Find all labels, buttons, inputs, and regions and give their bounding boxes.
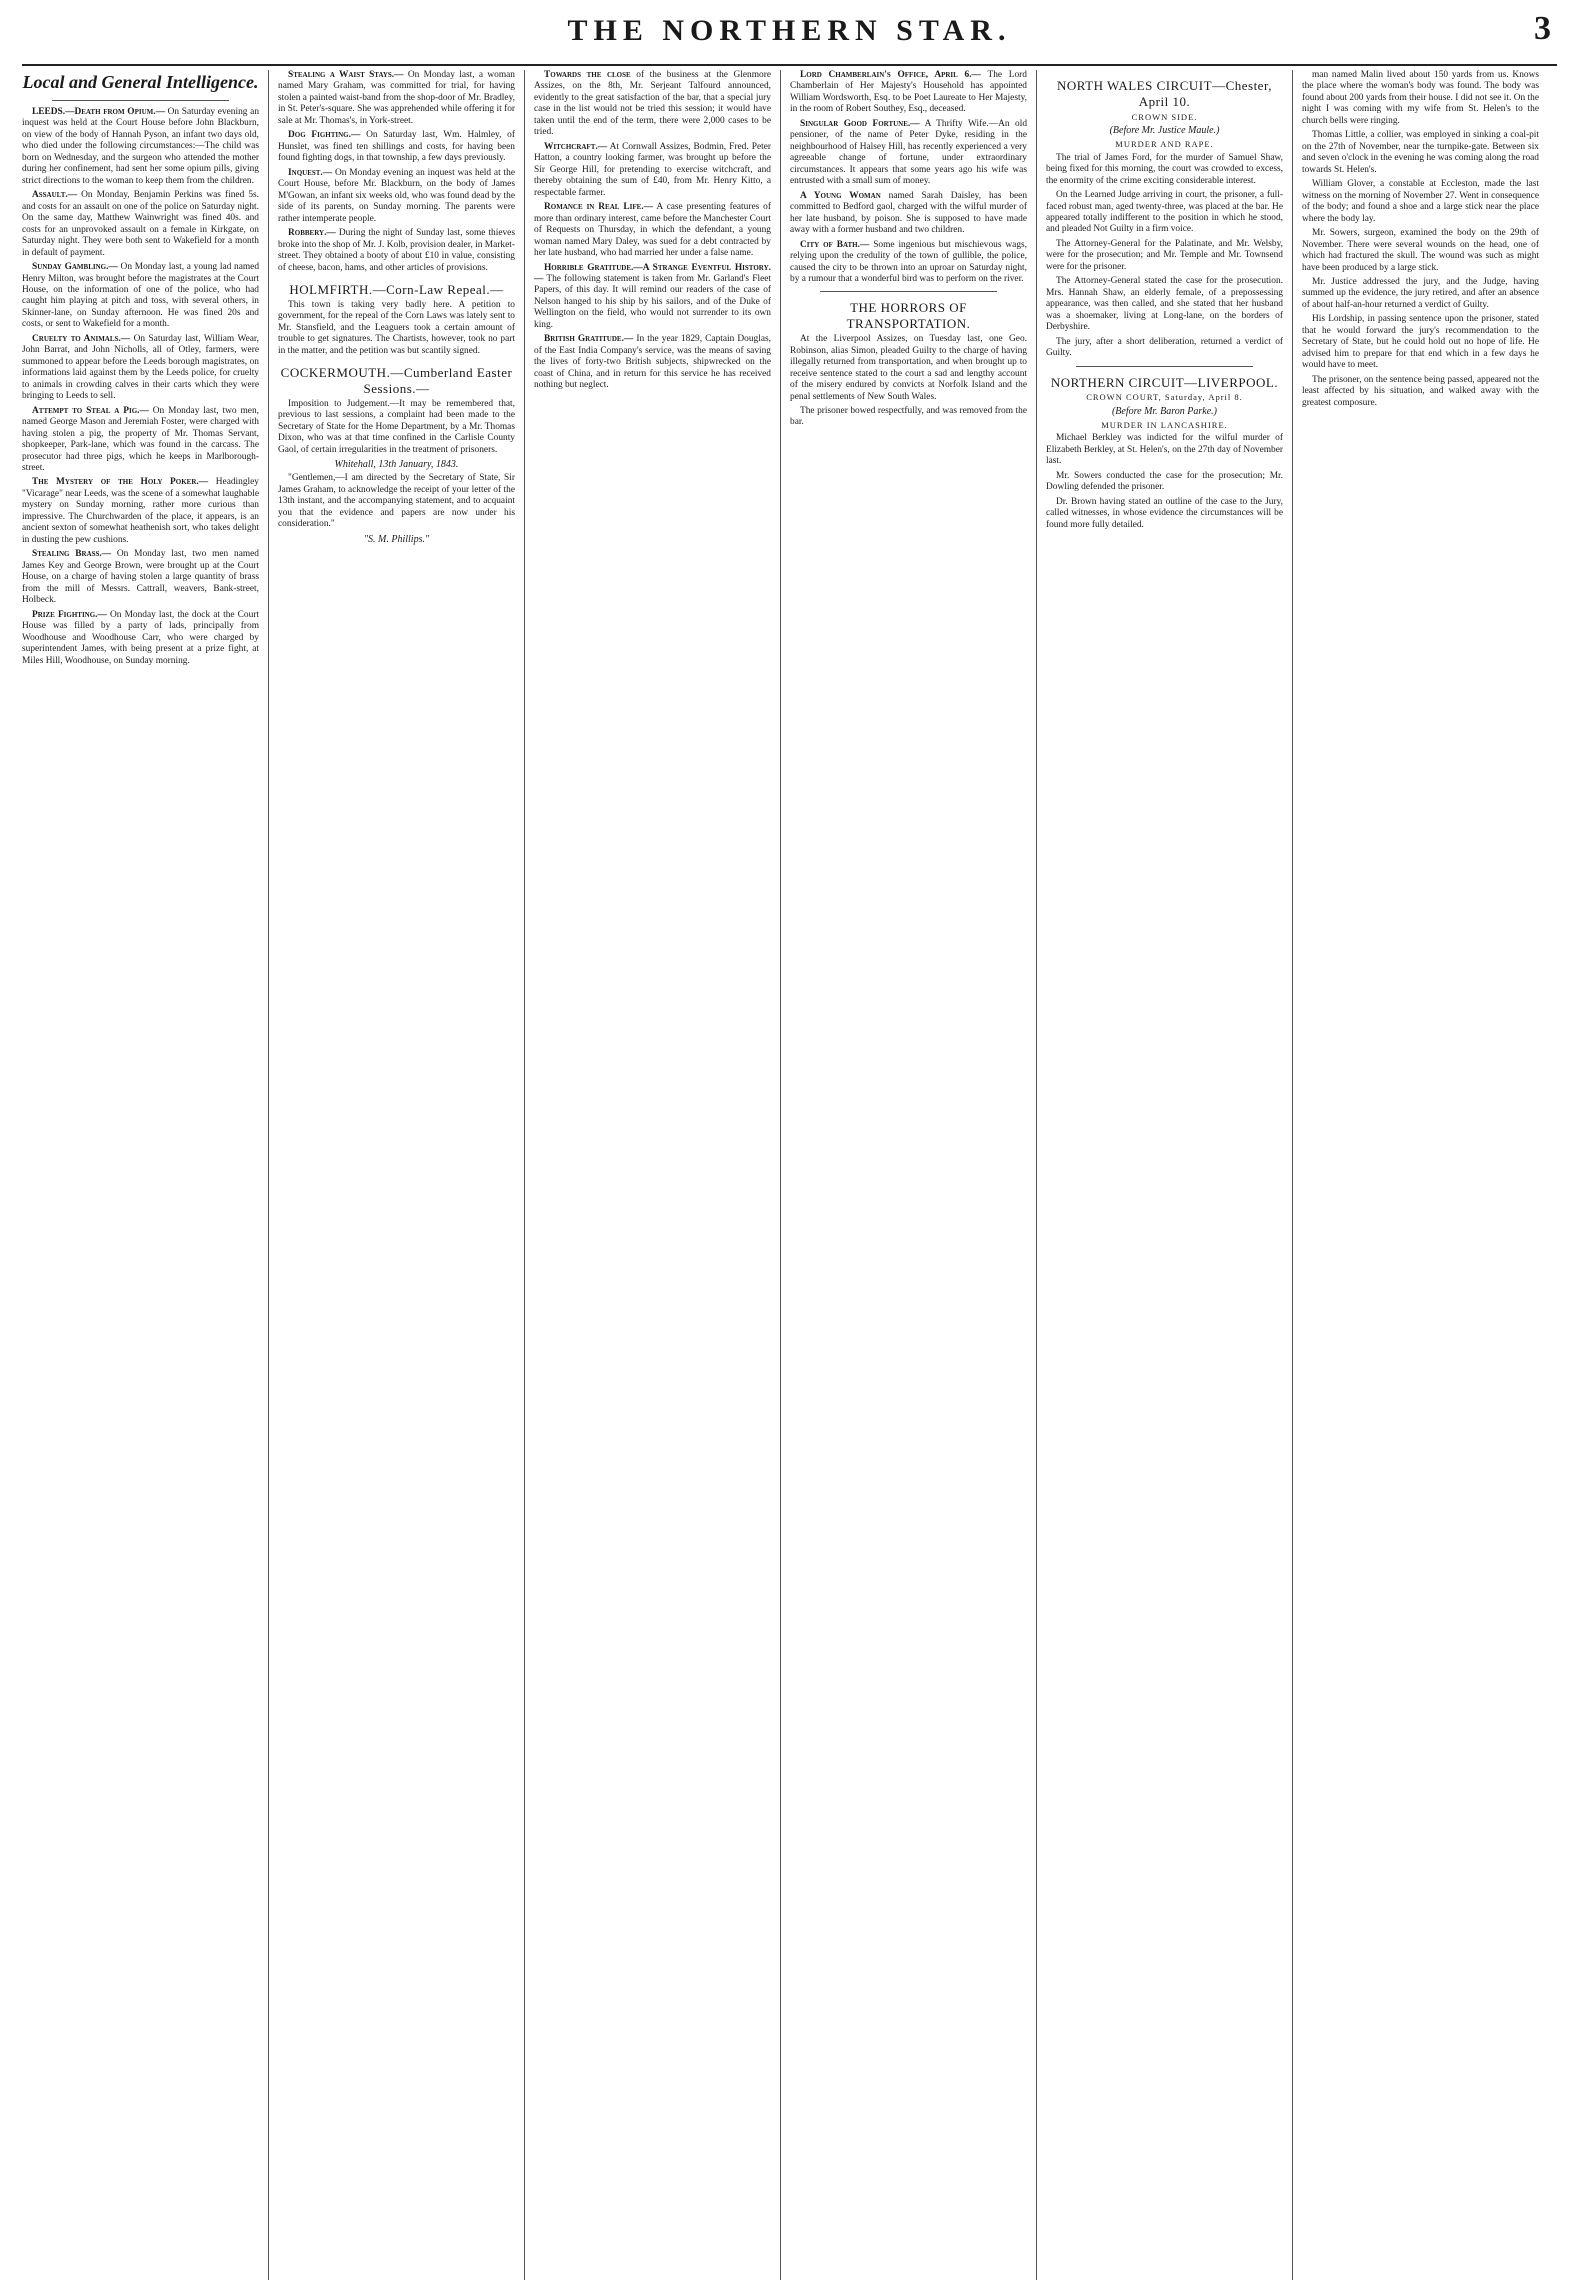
- report-paragraph: Mr. Sowers conducted the case for the prosecution; Mr. Dowling defended the prisoner.: [1046, 470, 1283, 493]
- page-number: 3: [1534, 10, 1551, 47]
- article-steal-pig: Attempt to Steal a Pig.— On Monday last, two men, named George Mason and Jeremiah Foster, were charged with having stolen a pig, the property of Mr. Thomas Servant, shopkeeper, Park-lane, which was found in the carcass. The prosecutor had three pigs, which he keeps in Marlborough-street.: [22, 405, 259, 474]
- article-city-of-bath: City of Bath.— Some ingenious but mischievous wags, relying upon the credulity of the town of gullible, the police, caused the city to be thrown into an uproar on Saturday night, by a rumour that a wonderful bird was to perform on the river.: [790, 239, 1027, 284]
- column-1: [22, 70, 259, 2284]
- column-6: [1302, 70, 1539, 2284]
- report-paragraph: Dr. Brown having stated an outline of the case to the Jury, called witnesses, in whose evidence the circumstances will be found more fully detailed.: [1046, 496, 1283, 530]
- article-cruelty-animals: Cruelty to Animals.— On Saturday last, William Wear, John Barrat, and John Nicholls, all of Otley, farmers, were summoned to appear before the Leeds borough magistrates, on informations laid against them by the Leeds police, for cruelty to animals in crowding calves in their carts which they were bringing to Leeds to sell.: [22, 333, 259, 402]
- newspaper-title: THE NORTHERN STAR.: [567, 14, 1012, 47]
- column-3: [534, 70, 771, 2284]
- column-5: [1046, 70, 1283, 2284]
- column-divider: [780, 70, 781, 2280]
- article-dog-fighting: Dog Fighting.— On Saturday last, Wm. Halmley, of Hunslet, was fined ten shillings and costs, for having been found fighting dogs, in that township, a few days previously.: [278, 130, 515, 164]
- article-transportation: At the Liverpool Assizes, on Tuesday last, one Geo. Robinson, alias Simon, pleaded Guilty to the charge of having illegally returned from transportation, and when brought up to receive sentence stated to the court a sad and lengthy account of the misery endured by convicts at Norfolk Island and the penal settlements of New South Wales.: [790, 334, 1027, 402]
- article-assizes: Towards the close of the business at the Glenmore Assizes, on the 8th, Mr. Serjeant Talfourd announced, evidently to the great satisfaction of the bar, that a special jury case in the list would not be tried this session; it would have taken until the end of the term, there were 2,000 cases to be tried.: [534, 70, 771, 138]
- report-paragraph: On the Learned Judge arriving in court, the prisoner, a full-faced robust man, aged twenty-three, was placed at the bar. He appeared totally indifferent to the position in which he stood, and pleaded Not Guilty in a firm voice.: [1046, 190, 1283, 235]
- report-paragraph: The Attorney-General for the Palatinate, and Mr. Welsby, were for the prosecution; and Mr. Temple and Mr. Townsend were for the prisoner.: [1046, 238, 1283, 272]
- article-transportation-end: The prisoner bowed respectfully, and was removed from the bar.: [790, 405, 1027, 428]
- letter-signature: "S. M. Phillips.": [363, 533, 430, 545]
- column-2: [278, 70, 515, 2284]
- divider: [820, 291, 997, 292]
- column-divider: [268, 70, 269, 2280]
- letter-dateline: Whitehall, 13th January, 1843.: [334, 459, 459, 471]
- article-leeds-opium: LEEDS.—Death from Opium.— On Saturday evening an inquest was held at the Court House before John Blackburn, on view of the body of Hannah Pyson, an infant two days old, who died under the following circumstances:—The child was born on Wednesday, and the surgeon who attended the mother during her confinement, had sent her some opium pills, giving strict directions to the woman to keep them from the children.: [22, 106, 259, 186]
- report-paragraph: The prisoner, on the sentence being passed, appeared not the least affected by his situation, and walked away with the greatest composure.: [1302, 374, 1539, 408]
- article-young-woman: A Young Woman named Sarah Daisley, has been committed to Bedford gaol, charged with the wilful murder of her late husband, by poison. She is supposed to have made away with a former husband and two children.: [790, 190, 1027, 236]
- article-inquest: Inquest.— On Monday evening an inquest was held at the Court House, before Mr. Blackburn, on the body of James M'Gowan, an infant six weeks old, who was found dead by the side of its parents, on Sunday morning. The parents were rather intemperate people.: [278, 167, 515, 224]
- column-4: [790, 70, 1027, 2284]
- article-witchcraft: Witchcraft.— At Cornwall Assizes, Bodmin, Fred. Peter Hatton, a country looking farmer, was brought up before the Sir George Hill, for pretending to exercise witchcraft, and thereby obtaining the sum of £40, from Mr. Henry Kitto, a respectable farmer.: [534, 141, 771, 198]
- masthead-rule: [22, 64, 1557, 66]
- masthead: [22, 8, 1557, 66]
- report-paragraph: man named Malin lived about 150 yards from us. Knows the place where the woman's body was found. The body was found about 200 yards from their house. I did not see it. On the night I was coming with my wife from St. Helen's to the church bells were ringing.: [1302, 70, 1539, 126]
- article-romance: Romance in Real Life.— A case presenting features of more than ordinary interest, came before the Manchester Court of Requests on Thursday, in which the defendant, a young woman named Mary Daley, was sued for a debt contracted by her late husband, who had married her under a false name.: [534, 202, 771, 259]
- charge-murder-lancashire: MURDER IN LANCASHIRE.: [1101, 420, 1228, 430]
- article-good-fortune: Singular Good Fortune.— A Thrifty Wife.—An old pensioner, of the name of Peter Dyke, residing in the neighbourhood of Halsey Hill, has recently experienced a very agreeable change of fortune, under extraordinary circumstances. It appears that some years ago his wife was entrusted with a small sum of money.: [790, 118, 1027, 187]
- report-paragraph: William Glover, a constable at Eccleston, made the last witness on the morning of November 27. Went in consequence of the body; and found a shoe and a large stick near the place where the body lay.: [1302, 179, 1539, 224]
- article-assault: Assault.— On Monday, Benjamin Perkins was fined 5s. and costs for an assault on one of the police on Saturday night. On the same day, Matthew Wainwright was fined 40s. and costs for an unprovoked assault on a female in Kirkgate, on Saturday night. They were both sent to Wakefield for a month in default of payment.: [22, 190, 259, 258]
- court-crown-court: CROWN COURT, Saturday, April 8.: [1086, 392, 1243, 403]
- article-poet-laureate: Lord Chamberlain's Office, April 6.— The Lord Chamberlain of Her Majesty's Household has appointed William Wordsworth, Esq. to be Poet Laureate to Her Majesty, in the room of Robert Southey, Esq., deceased.: [790, 70, 1027, 115]
- report-paragraph: Mr. Sowers, surgeon, examined the body on the 29th of November. There were several wounds on the head, one of which had fractured the skull. The wound was such as might have been produced by a large stick.: [1302, 228, 1539, 273]
- article-british-gratitude: British Gratitude.— In the year 1829, Captain Douglas, of the East India Company's service, was the means of saving the lives of forty-two British subjects, shipwrecked on the coast of China, and in return for this service he has received nothing but neglect.: [534, 334, 771, 391]
- heading-north-wales-circuit: NORTH WALES CIRCUIT—Chester, April 10.: [1056, 78, 1273, 109]
- article-sunday-gambling: Sunday Gambling.— On Monday last, a young lad named Henry Milton, was brought before the magistrates at the Court House, on the information of one of the police, who had caught him playing at pitch and toss, with several others, in Skinner-lane, on Sunday afternoon. He was fined 20s and costs, or sent to Wakefield for a month.: [22, 262, 259, 330]
- article-gratitude-history: Horrible Gratitude.—A Strange Eventful History.— The following statement is taken from Mr. Garland's Fleet Papers, of this day. It will remind our readers of the case of Nelson hanged to his ship by his sailors, and of the Duke of Wellington on the field, who would not surrender to its own king.: [534, 262, 771, 330]
- report-paragraph: The trial of James Ford, for the murder of Samuel Shaw, being fixed for this morning, the court was crowded to excess, the enormity of the crime exciting considerable interest.: [1046, 152, 1283, 186]
- heading-holmfirth: HOLMFIRTH.—Corn-Law Repeal.—: [289, 281, 504, 297]
- report-paragraph: Mr. Justice addressed the jury, and the Judge, having summed up the evidence, the jury retired, and after an absence of about half-an-hour returned a verdict of Guilty.: [1302, 276, 1539, 310]
- report-paragraph: His Lordship, in passing sentence upon the prisoner, stated that he would forward the jury's recommendation to the Secretary of State, but he could hold out no hope of life. He advised him to prepare for that end which in a few days he would have to meet.: [1302, 314, 1539, 371]
- charge-murder-rape: MURDER AND RAPE.: [1115, 139, 1214, 150]
- article-prize-fighting: Prize Fighting.— On Monday last, the dock at the Court House was filled by a party of lads, principally from Woodhouse and Woodhouse Carr, who were charged by superintendent James, with being present at a prize fight, at Miles Hill, Woodhouse, on Sunday morning.: [22, 609, 259, 666]
- judge-maule: (Before Mr. Justice Maule.): [1109, 125, 1220, 137]
- article-holy-poker: The Mystery of the Holy Poker.— Headingley "Vicarage" near Leeds, was the scene of a somewhat laughable mystery on Sunday morning, rather more curious than impressive. The Churchwarden of the place, it appears, is an ancient sexton of somewhat heathenish sort, who takes delight in dusting the pew cushions.: [22, 477, 259, 545]
- divider: [1076, 366, 1253, 367]
- report-paragraph: The jury, after a short deliberation, returned a verdict of Guilty.: [1046, 336, 1283, 359]
- article-letter: "Gentlemen,—I am directed by the Secretary of State, Sir James Graham, to acknowledge the receipt of your letter of the 13th instant, and the accompanying statement, and to acquaint you that the evidence and papers are now under his consideration.": [278, 473, 515, 530]
- heading-cockermouth: COCKERMOUTH.—Cumberland Easter Sessions.—: [280, 365, 513, 397]
- heading-transportation: THE HORRORS OF TRANSPORTATION.: [846, 300, 971, 332]
- report-paragraph: Thomas Little, a collier, was employed in sinking a coal-pit on the 27th of November, near the turnpike-gate. Between six and seven o'clock in the evening he was coming along the road towards St. Helen's.: [1302, 130, 1539, 175]
- divider: [52, 100, 229, 101]
- article-cockermouth: Imposition to Judgement.—It may be remembered that, previous to last sessions, a complaint had been made to the Secretary of State for the Home Department, by a Mr. Thomas Dixon, who was at that time confined in the Carlisle County Gaol, of certain irregularities in the treatment of prisoners.: [278, 398, 515, 455]
- heading-northern-circuit: NORTHERN CIRCUIT—LIVERPOOL.: [1050, 374, 1279, 390]
- judge-parke: (Before Mr. Baron Parke.): [1111, 405, 1218, 417]
- column-divider: [1036, 70, 1037, 2280]
- report-paragraph: The Attorney-General stated the case for the prosecution. Mrs. Hannah Shaw, an elderly female, of a prepossessing appearance, was then called, and she stated that her husband was a shoemaker, living at Long-lane, on the borders of Derbyshire.: [1046, 276, 1283, 333]
- article-waist-stays: Stealing a Waist Stays.— On Monday last, a woman named Mary Graham, was committed for trial, for having stolen a painted waist-band from the shop-door of Mr. Bradley, in St. Peter's-square. She was apprehended while offering it for sale at Mr. Thomas's, in York-street.: [278, 70, 515, 126]
- section-heading-local-intelligence: Local and General Intelligence.: [22, 72, 259, 92]
- court-crown-side: CROWN SIDE.: [1131, 111, 1198, 122]
- column-divider: [1292, 70, 1293, 2280]
- report-paragraph: Michael Berkley was indicted for the wilful murder of Elizabeth Berkley, at St. Helen's, on the 27th day of November last.: [1046, 433, 1283, 467]
- article-stealing-brass: Stealing Brass.— On Monday last, two men named James Key and George Brown, were brought up at the Court House, on a charge of having stolen a large quantity of brass from the mill of Messrs. Cattrall, weavers, Bank-street, Holbeck.: [22, 549, 259, 606]
- column-divider: [524, 70, 525, 2280]
- article-holmfirth: This town is taking very badly here. A petition to government, for the repeal of the Corn Laws was lately sent to Mr. Stansfield, and the Leaguers took a certain amount of trouble to get signatures. The Chartists, however, took no part in the matter, and the petition was but scantily signed.: [278, 299, 515, 356]
- article-robbery: Robbery.— During the night of Sunday last, some thieves broke into the shop of Mr. J. Kolb, provision dealer, in Market-street. They obtained a booty of about £10 in value, consisting of cheese, bacon, hams, and other articles of provisions.: [278, 228, 515, 273]
